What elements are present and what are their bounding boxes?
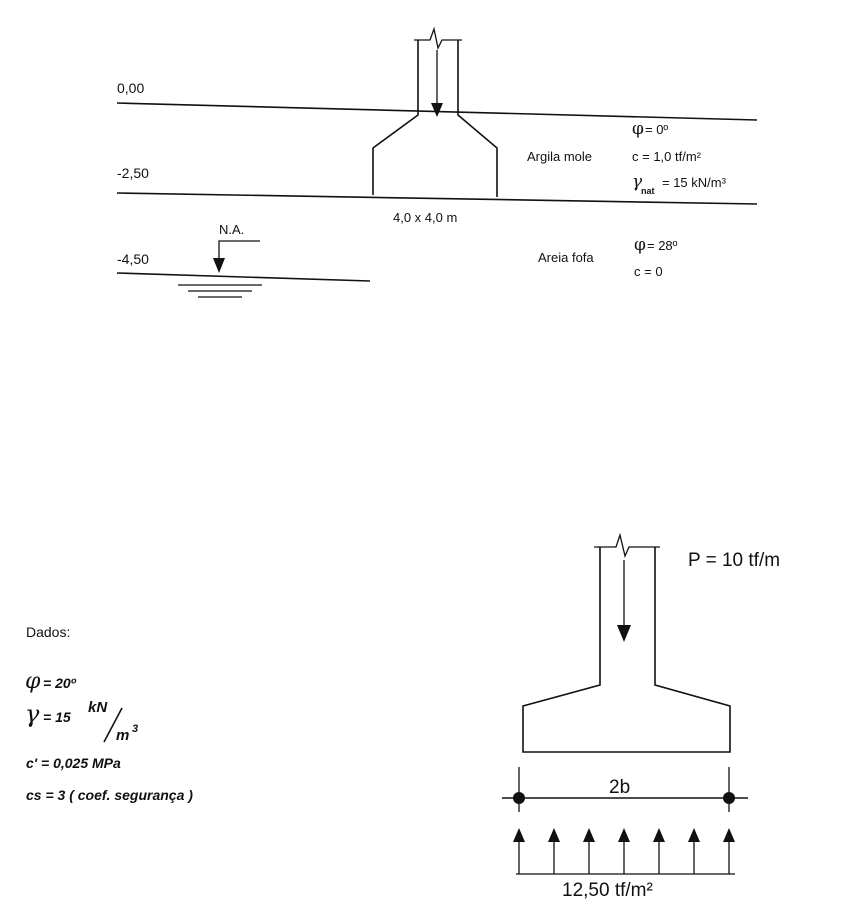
pressure-arrows: [513, 828, 735, 874]
given-cohesion: c' = 0,025 MPa: [26, 755, 121, 771]
pressure-arrow-icon: [618, 828, 630, 842]
top-diagram: [117, 29, 757, 297]
given-gamma-unit-numerator: kN: [88, 699, 108, 716]
level-label-1: -2,50: [117, 165, 149, 181]
given-phi-value: = 20º: [43, 675, 76, 691]
dimension-dot-left-icon: [513, 792, 525, 804]
load-label: P = 10 tf/m: [688, 550, 781, 571]
given-data-block: [25, 624, 193, 803]
given-safety-factor: cs = 3 ( coef. segurança ): [26, 787, 193, 803]
given-gamma-symbol: γ: [25, 700, 40, 728]
pressure-label: 12,50 tf/m²: [562, 880, 653, 901]
given-phi-symbol: φ: [25, 669, 41, 694]
layer1-phi-value: = 0º: [645, 122, 669, 137]
pressure-arrow-icon: [723, 828, 735, 842]
layer1-gamma-subscript: nat: [641, 186, 655, 196]
given-gamma-unit-exponent: 3: [132, 723, 139, 735]
strip-footing-outline: [523, 547, 730, 752]
layer2-name: Areia fofa: [538, 250, 594, 265]
given-data-title: Dados:: [26, 624, 71, 640]
pressure-arrow-icon: [653, 828, 665, 842]
pressure-arrow-icon: [688, 828, 700, 842]
footing-outline: [373, 40, 497, 197]
level-label-2: -4,50: [117, 251, 149, 267]
load-arrow-icon-bottom: [617, 625, 631, 642]
layer1-cohesion: c = 1,0 tf/m²: [632, 149, 701, 164]
bottom-diagram: [502, 535, 780, 901]
layer1-gamma-symbol: γ: [632, 172, 643, 192]
layer2-phi-value: = 28º: [647, 238, 678, 253]
water-table-hatch-icon: [178, 285, 262, 297]
pressure-arrow-icon: [513, 828, 525, 842]
water-table-line: [117, 273, 370, 281]
layer1-gamma-value: = 15 kN/m³: [662, 175, 726, 190]
layer-boundary-line: [117, 193, 757, 204]
column-break-icon: [414, 29, 462, 48]
layer1-name: Argila mole: [527, 149, 593, 164]
layer1-phi-symbol: φ: [632, 119, 644, 139]
water-table-label: N.A.: [219, 222, 245, 237]
water-table-arrow-icon: [213, 258, 225, 273]
given-gamma-unit-denominator: m: [116, 727, 130, 744]
layer2-cohesion: c = 0: [634, 264, 663, 279]
width-label: 2b: [609, 777, 631, 798]
dimension-dot-right-icon: [723, 792, 735, 804]
layer2-phi-symbol: φ: [634, 235, 646, 255]
load-arrow-icon: [431, 103, 443, 117]
pressure-arrow-icon: [548, 828, 560, 842]
given-gamma-value: = 15: [43, 709, 71, 725]
footing-size-label: 4,0 x 4,0 m: [393, 210, 458, 225]
pressure-arrow-icon: [583, 828, 595, 842]
level-label-0: 0,00: [117, 80, 145, 96]
wall-break-icon: [594, 535, 660, 556]
